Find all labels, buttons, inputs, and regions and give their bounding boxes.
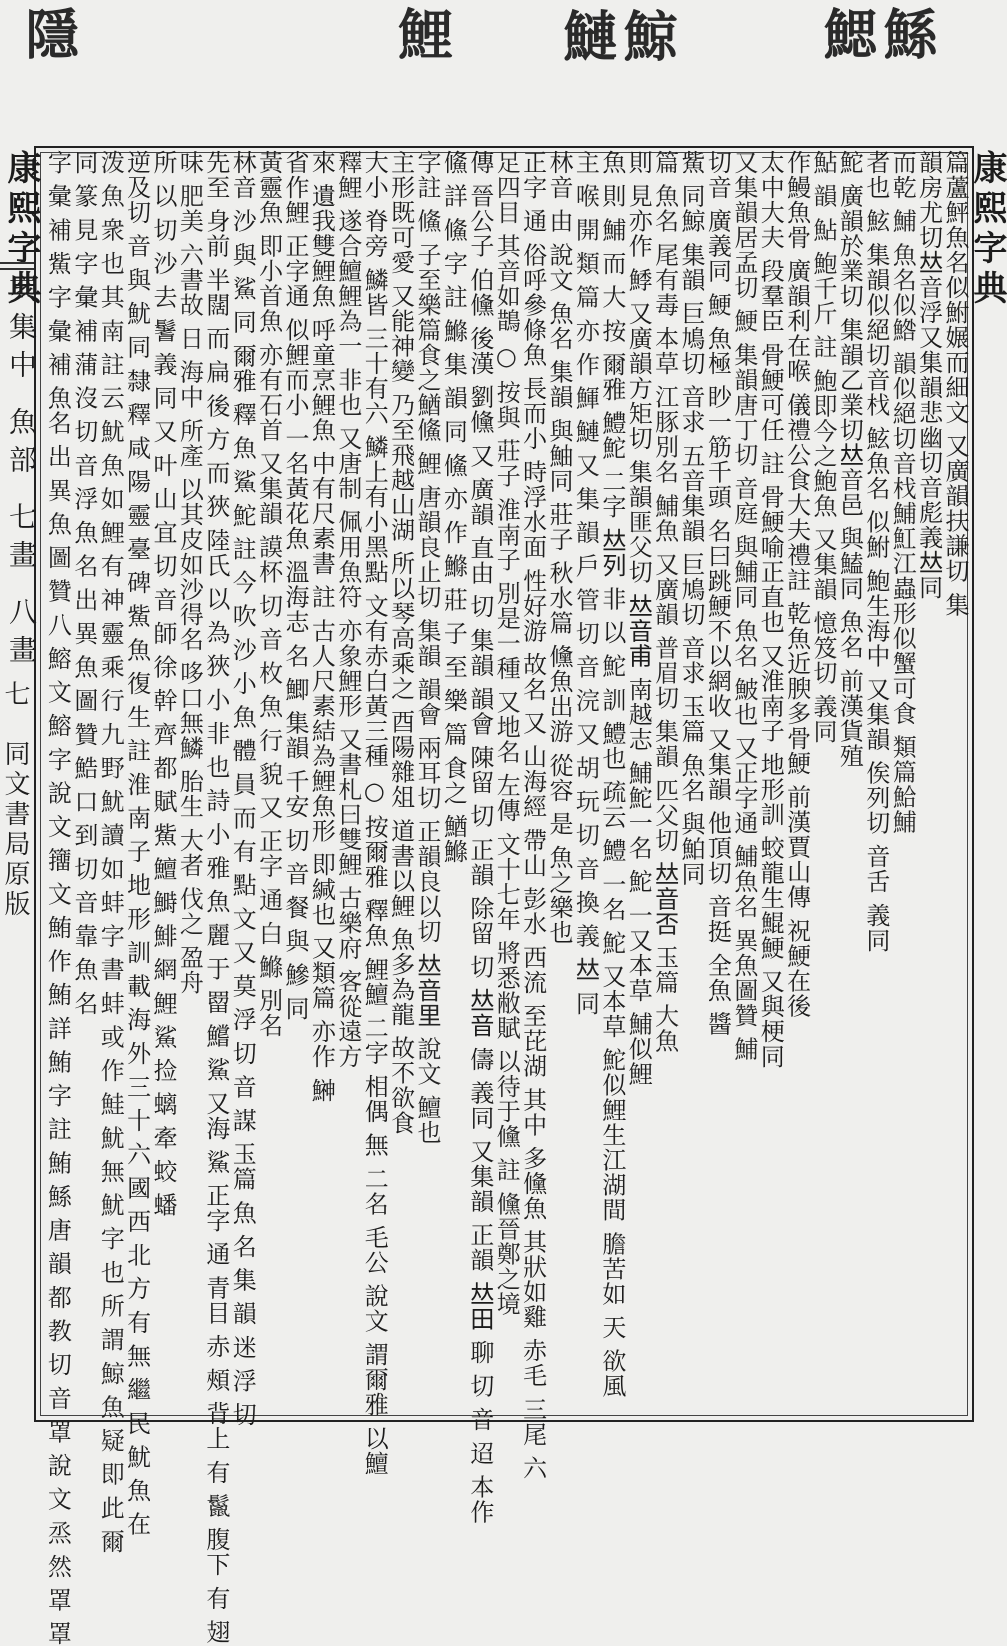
text-column: 篇蘆鮃魚名似鮒㜊而細文 又廣韻扶謙切 集 — [941, 150, 969, 618]
text-column: 來 遺我雙鯉魚 呼童烹鯉魚 中有尺素書 註 古人尺素結為鯉魚形 即緘也 又類篇 亦作 鰰 — [307, 150, 336, 1103]
text-column: 主 喉 開 類 篇 亦 作 鯶 鰱 又 集 韻 戶 管 切 音 浣 又 胡 玩 切 音 換 義 𠀤 同 — [571, 150, 600, 1016]
seal-character: 隱 — [17, 6, 81, 64]
text-column: 字 彙 補 鮆 字 彙 補 魚名 出 異 魚 圖 贊 八 鰫 文 鰫 字 說 文 籒 文 鮪 作 鮪 詳 鮪 字 註 鮪 鯀 唐 韻 都 教 切 音 罩 說 文 烝 然 罩 罩 — [43, 150, 72, 1646]
seal-character: 鯉 — [390, 6, 454, 64]
left-gutter — [0, 150, 41, 1436]
text-column: 字註 鯈 子至樂篇食之鰌鯈 鯉 唐韻良止切 集韻 韻會 兩耳切 正韻良以切 𠀤音里 說文 鱣也 — [413, 150, 441, 1145]
page-number: 七 — [0, 680, 30, 710]
seal-character: 鯀 — [875, 6, 939, 64]
text-column: 太中大夫 段羣臣 骨鯁可任 註 骨鯁喻正直也 又淮南子 地形訓 蛟龍生鯤鯁 又與梗同 — [756, 150, 785, 1070]
text-column: 大小 脊旁 鱗皆 三十有六 鱗上有小黑點 文有赤白黃三種 ○ 按爾雅 釋魚 鯉鱣 二字 相偶 無 二名 毛公 說文 謂爾雅 以鱣 — [360, 150, 389, 1476]
gutter-title: 康熙字典 — [1, 150, 41, 310]
section-label: 亥集中 魚部 七畫 八畫 — [5, 274, 38, 673]
seal-character: 鰓 — [815, 6, 879, 64]
dictionary-body — [43, 150, 969, 1646]
text-column: 黃靈魚 即小首魚 亦有石首 又集韻 謨杯 切 音 枚 魚 行 貌 又 正字 通 白 鰷 別名 — [254, 150, 283, 1039]
publisher-label: 同文書局原版 — [0, 740, 30, 920]
text-column: 傳 晉公子 伯儵 後漢 劉儵 又 廣韻 直由 切 集韻 韻會 陳留 切 正韻 除留 切 𠀤音 儔 義同 又集韻 正韻 𠀤田 聊 切 音 迢 本作 — [465, 150, 494, 1525]
gutter-labels — [0, 270, 38, 1420]
text-column: 味 肥美 六書故 日 海中 所產 以其皮如沙得名 哆口無鱗 胎生 大者 伐之 盈舟 — [175, 150, 204, 995]
text-column: 釋鯉 遂合鱣鯉為一 非也 又唐制 佩用魚符 亦象鯉形 又書札曰雙鯉 古樂府 客從遠方 — [333, 150, 362, 1070]
text-column: 鮎 韻 鮎 鮑千斤 註 鮑即今之鮑魚 又集韻 憶笈切 義同 — [809, 150, 837, 745]
text-column: 則 見亦作 鯚 又廣韻方矩切 集韻匪父切 𠀤音甫 南越志 鯆鮀一名 鮀 一又本草 鯆似鯉 — [624, 150, 653, 1087]
text-column: 逆及切 音 與 魷 同 隸 釋 咸 陽 靈 臺 碑 鮆 魚 復 生 註 淮 南 子 地 形 訓 載 海 外 三 十 六 國 西 北 方 有 無 繼 民 魷 魚 在 — [122, 150, 151, 1537]
seal-character: 鰱 — [555, 8, 619, 66]
text-column: 作鰻魚骨 廣韻利在喉 儀禮公食大夫禮註 乾魚近腴多骨鯁 前漢賈山傳 祝鯁在後 — [782, 150, 811, 1019]
text-column: 同 篆 見 字 彙 補 蒲 沒 切 音 浮 魚 名 出 異 魚 圖 贊 鯌 口 到 切 音 靠 魚 名 — [69, 150, 98, 1016]
header — [0, 0, 1000, 140]
text-column: 者也 鮌 集韻似絕切音𣏾 鮌魚名 似鮒 鮑生海中 又集韻 俟列切 音舌 義同 — [861, 150, 890, 953]
text-column: 鯈 詳 鯈 字 註 鰷 集 韻 同 鯈 亦 作 鰷 莊 子 至 樂 篇 食之 鰌鰷 — [439, 150, 468, 864]
text-column: 又集韻居孟切 鯁 集韻唐丁切 音庭 與鯆同 魚名 鮍也 又正字通 鯆魚名 異魚圖贊 鯆 — [729, 150, 758, 1062]
text-column: 正字 通 俗呼參條魚 長而小 時浮水面 性好游 故名 又 山海經 帶山 彭水 西流 至芘湖 其中 多儵魚 其狀如雞 赤毛 三尾 六 — [518, 150, 547, 1481]
text-column: 泼 魚 衆 也 其 南 註 云 魷 魚 如 鯉 有 神 靈 乘 行 九 野 魷 讀 如 蚌 字 書 蚌 或 作 鮭 魷 無 魷 字 也 所 謂 鯨 魚 疑 即 此 爾 — [96, 150, 125, 1554]
text-column: 主形既可愛 又能神變 乃至飛越山湖 所以琴高乘之 酉陽雜俎 道書以鯉 魚多為龍 故不欲食 — [386, 150, 415, 1136]
text-column: 林音 沙 與 鯊 同 爾雅 釋 魚 鯊 鮀 註 今 吹 沙 小 魚 體 員 而 有 點 文 又 莫 浮 切 音 謀 玉篇 魚 名 集 韻 迷 浮 切 — [228, 150, 257, 1428]
text-column: 魚 則 鯆 而 大 按 爾雅 鱧鮀 二字 𠀤列 非 以 鮀 訓 鱧也 疏云 鱧 一名 鮀 又本草 鮀似鯉生江湖間 膽苦如 天 欲風 — [597, 150, 626, 1399]
gutter-divider — [0, 262, 34, 270]
text-column: 鮀 廣韻於業切 集韻乙業切𠀤音邑 與鰪同 魚名 前漢貨殖 — [835, 150, 864, 769]
book-title: 康熙字典 — [967, 150, 1007, 310]
text-column: 而乾 鯆 魚名似鯦 韻似絕切音𣏾鯆魟江蟲形似蟹可食 類篇鮯鯆 — [888, 150, 917, 835]
right-margin — [967, 150, 1007, 1420]
seal-character: 鯨 — [615, 8, 679, 66]
text-column: 篇 魚名 尾有毒 本草 江豚別名 鯆魚 又廣韻 普眉切 集韻 匹父切 𠀤音否 玉篇 大魚 — [650, 150, 679, 1054]
text-column: 省作鯉 正字通 似鯉而小 一名黃花魚 溫海志 名 鯽 集韻 千安 切 音 餐 與 鰺 同 — [281, 150, 309, 1021]
text-column: 鮆 同鯨 集韻 巨鳩切 音求 五音集韻 巨鳩切 音求 玉篇 魚名 與鮊同 — [677, 150, 705, 887]
text-column: 林音 由 說文 魚名 集韻 與鮋同 莊子 秋水篇 儵魚出游 從容 是 魚之樂也 — [545, 150, 573, 945]
text-column: 韻房尤切𠀤音浮又集韻悲幽切音彪義𠀤同 — [914, 150, 943, 600]
text-column: 先至 身前 半闊 而 扁 後 方 而 狹 陸氏 以 為 狹 小 非 也 詩 小 雅 魚 麗 于 罶 鱨 鯊 又海 鯊 正字 通 青目 赤 頰 背上 有 鬣 腹下 有 翅 — [201, 150, 230, 1645]
text-column: 切音 廣義同 鯁 魚極 眇一筋千頭 名曰跳鯁不以網收 又集韻 他頂切 音挺 全魚 醬 — [703, 150, 732, 1037]
text-column: 所 以 切 沙 去 鬐 義 同 又 叶 山 宜 切 音 師 徐 幹 齊 都 賦 鮆 鱣 鰣 鯡 網 鯉 鯊 捡 螭 牽 蛟 蟠 — [149, 150, 177, 1218]
text-column: 足四目 其音如鵲 ○ 按與 莊子 淮南子 別是一種 又地名 左傳 文十七年 將悉敝賦 以待于儵 註 儵晉鄭之境 — [492, 150, 521, 1317]
